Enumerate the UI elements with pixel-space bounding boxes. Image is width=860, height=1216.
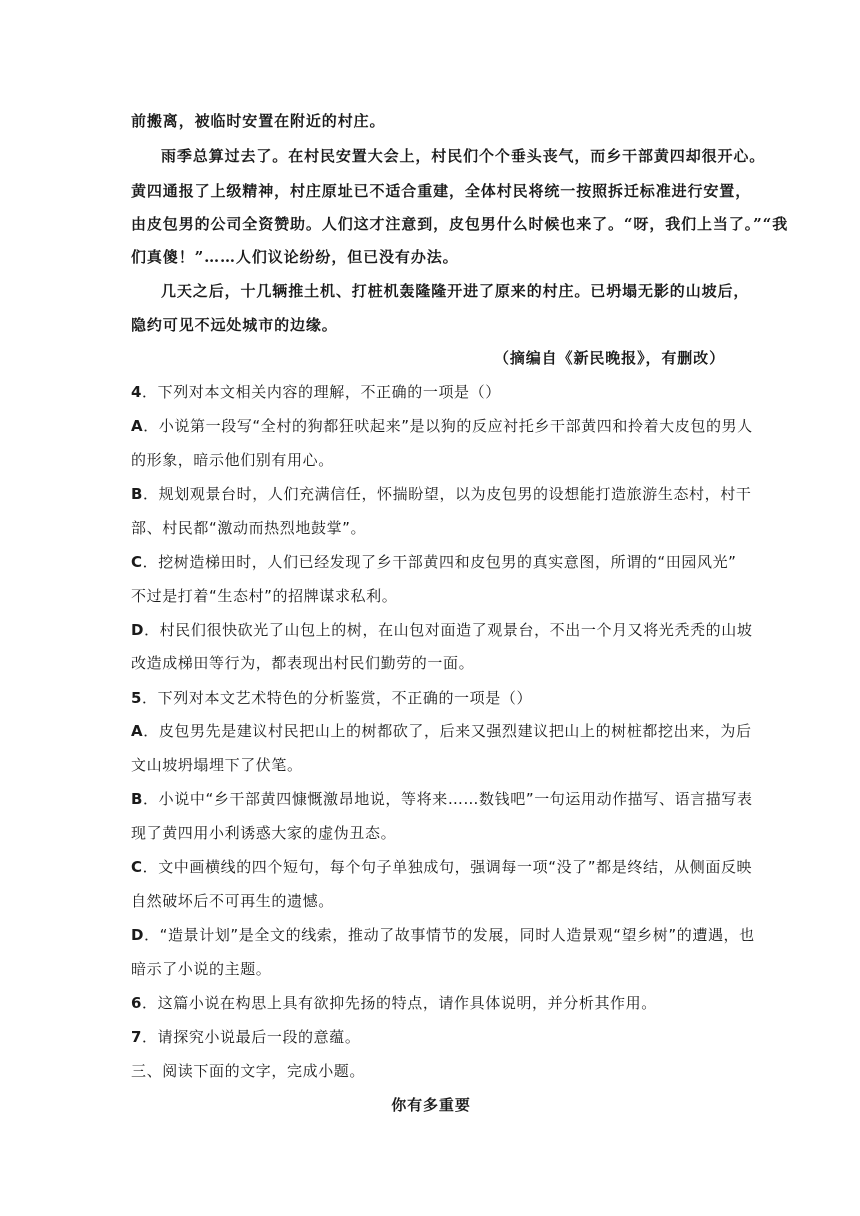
option-text: ．规划观景台时，人们充满信任，怀揣盼望，以为皮包男的设想能打造旅游生态村，村干	[143, 485, 752, 503]
option-text: ．皮包男先是建议村民把山上的树都砍了，后来又强烈建议把山上的树桩都挖出来，为后	[143, 722, 752, 740]
option-label: D	[131, 926, 145, 944]
question-text: ．下列对本文相关内容的理解，不正确的一项是（）	[142, 383, 501, 401]
passage-line: 隐约可见不远处城市的边缘。	[131, 316, 338, 334]
option-label: C	[131, 553, 143, 571]
option-b-line: 现了黄四用小利诱惑大家的虚伪丑态。	[131, 824, 397, 842]
question-number: 7	[131, 1028, 143, 1046]
question-5-stem	[131, 688, 731, 708]
question-4-stem	[131, 382, 731, 402]
option-label: B	[131, 790, 144, 808]
question-6	[131, 993, 731, 1013]
question-text: ．这篇小说在构思上具有欲抑先扬的特点，请作具体说明，并分析其作用。	[142, 994, 657, 1012]
option-d-line	[131, 620, 753, 640]
option-label: B	[131, 485, 144, 503]
option-b-line	[131, 789, 753, 809]
option-label: A	[131, 722, 144, 740]
passage-line: 前搬离，被临时安置在附近的村庄。	[131, 112, 386, 130]
option-text: ．文中画横线的四个短句，每个句子单独成句，强调每一项“没了”都是终结，从侧面反映	[142, 858, 753, 876]
source-citation: （摘编自《新民晚报》，有删改）	[493, 349, 725, 367]
option-c-line	[131, 857, 753, 877]
option-d-line	[131, 925, 755, 945]
option-text: ．挖树造梯田时，人们已经发现了乡干部黄四和皮包男的真实意图，所谓的“田园风光”	[142, 553, 737, 571]
article-title: 你有多重要	[391, 1096, 471, 1114]
option-a-line: 文山坡坍塌埋下了伏笔。	[131, 756, 303, 774]
option-b-line: 部、村民都“激动而热烈地鼓掌”。	[131, 519, 367, 537]
option-text: ．小说第一段写“全村的狗都狂吠起来”是以狗的反应衬托乡干部黄四和拎着大皮包的男人	[143, 417, 753, 435]
option-d-line: 暗示了小说的主题。	[131, 960, 272, 978]
option-c-line: 不过是打着“生态村”的招牌谋求私利。	[131, 587, 398, 605]
section-heading: 三、阅读下面的文字，完成小题。	[131, 1062, 366, 1080]
option-d-line: 改造成梯田等行为，都表现出村民们勤劳的一面。	[131, 654, 475, 672]
option-a-line: 的形象，暗示他们别有用心。	[131, 451, 334, 469]
option-label: C	[131, 858, 143, 876]
question-text: ．请探究小说最后一段的意蕴。	[142, 1028, 361, 1046]
option-label: D	[131, 621, 145, 639]
question-number: 4	[131, 383, 143, 401]
option-a-line	[131, 721, 752, 741]
passage-line: 雨季总算过去了。在村民安置大会上，村民们个个垂头丧气，而乡干部黄四却很开心。	[161, 147, 766, 165]
question-text: ．下列对本文艺术特色的分析鉴赏，不正确的一项是（）	[142, 689, 533, 707]
option-c-line	[131, 552, 737, 572]
option-a-line	[131, 416, 753, 436]
passage-line: 几天之后，十几辆推土机、打桩机轰隆隆开进了原来的村庄。已坍塌无影的山坡后，	[161, 282, 750, 300]
option-text: ．“造景计划”是全文的线索，推动了故事情节的发展，同时人造景观“望乡树”的遭遇，也	[144, 926, 755, 944]
option-label: A	[131, 417, 144, 435]
option-text: ．村民们很快砍光了山包上的树，在山包对面造了观景台，不出一个月又将光秃秃的山坡	[144, 621, 753, 639]
passage-line: 们真傻！”……人们议论纷纷，但已没有办法。	[131, 248, 459, 266]
option-text: ．小说中“乡干部黄四慷慨激昂地说，等将来……数钱吧”一句运用动作描写、语言描写表	[143, 790, 753, 808]
option-b-line	[131, 484, 752, 504]
question-number: 5	[131, 689, 143, 707]
question-7	[131, 1027, 731, 1047]
passage-line: 由皮包男的公司全资赞助。人们这才注意到，皮包男什么时候也来了。“呀，我们上当了。”“我	[131, 215, 789, 233]
passage-line: 黄四通报了上级精神，村庄原址已不适合重建，全体村民将统一按照拆迁标准进行安置，	[131, 182, 752, 200]
option-c-line: 自然破坏后不可再生的遗憾。	[131, 892, 334, 910]
question-number: 6	[131, 994, 143, 1012]
